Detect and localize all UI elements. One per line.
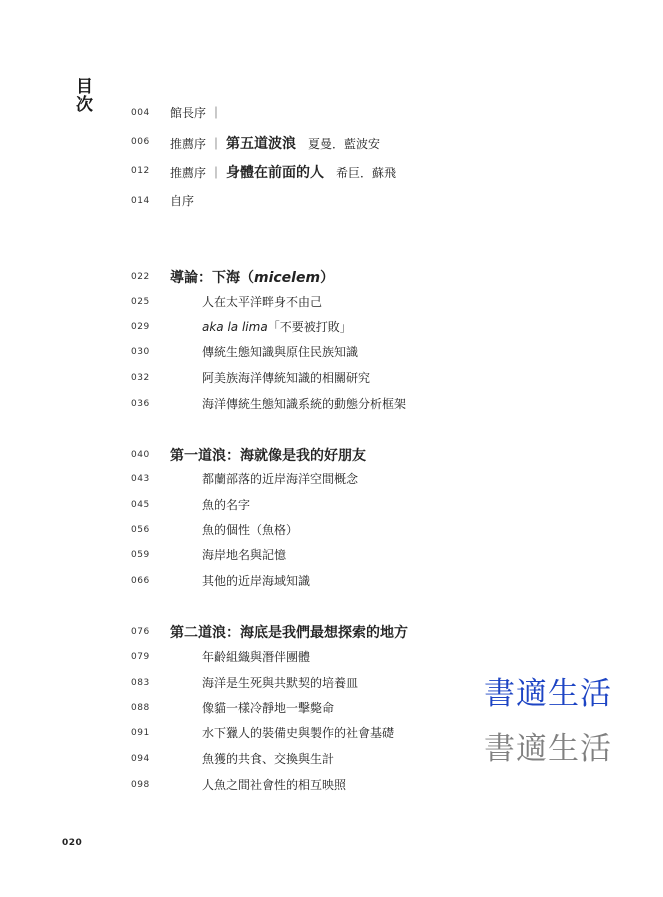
chapter-title-italic: micelem — [254, 270, 321, 286]
toc-chapter-1[interactable]: 第一道浪：海就像是我的好朋友 — [170, 448, 366, 464]
divider-bar: ｜ — [210, 166, 223, 180]
toc-section[interactable]: 人魚之間社會性的相互映照 — [202, 778, 347, 792]
entry-label: 推薦序 — [170, 166, 207, 180]
watermark-logo-gray: 書適生活 — [484, 731, 612, 767]
page-number: 043 — [131, 474, 150, 484]
page-number: 029 — [131, 322, 150, 332]
chapter-title-prefix: 導論：下海（ — [170, 270, 254, 286]
entry-label: 館長序 — [170, 106, 207, 120]
page-number: 094 — [131, 754, 150, 764]
divider-bar: ｜ — [210, 137, 223, 151]
page-number: 030 — [131, 347, 150, 357]
toc-section[interactable]: 都蘭部落的近岸海洋空間概念 — [202, 472, 359, 486]
toc-entry-author-preface[interactable]: 自序 — [170, 194, 195, 208]
page-number: 006 — [131, 137, 150, 147]
folio-page-number: 020 — [62, 838, 83, 848]
entry-title: 身體在前面的人 — [226, 165, 325, 181]
toc-chapter-2[interactable]: 第二道浪：海底是我們最想探索的地方 — [170, 625, 408, 641]
section-title: 「不要被打敗」 — [267, 320, 352, 334]
chapter-title-suffix: ） — [320, 270, 335, 286]
toc-section[interactable]: 魚的名字 — [202, 498, 251, 512]
page-number: 088 — [131, 703, 150, 713]
watermark-logo-blue: 書適生活 — [484, 676, 612, 712]
entry-author: 希巨．蘇飛 — [336, 166, 397, 180]
page-number: 004 — [131, 108, 150, 118]
toc-section[interactable]: 海岸地名與記憶 — [202, 548, 287, 562]
toc-section[interactable]: 海洋是生死與共默契的培養皿 — [202, 676, 359, 690]
page-number: 036 — [131, 399, 150, 409]
toc-entry-curator-preface[interactable] — [170, 104, 226, 121]
toc-section[interactable]: 魚的個性（魚格） — [202, 523, 299, 537]
page-number: 059 — [131, 550, 150, 560]
page-number: 098 — [131, 780, 150, 790]
divider-bar: ｜ — [210, 106, 223, 120]
page-number: 040 — [131, 450, 150, 460]
page-number: 091 — [131, 728, 150, 738]
section-title-italic: aka la lima — [202, 320, 268, 334]
toc-section[interactable]: 像貓一樣冷靜地一擊斃命 — [202, 701, 335, 715]
toc-heading-char-1: 目 — [76, 77, 93, 97]
toc-section[interactable]: 年齡組織與潛伴團體 — [202, 650, 311, 664]
toc-section[interactable] — [202, 318, 352, 335]
page-number: 076 — [131, 627, 150, 637]
toc-section[interactable]: 人在太平洋畔身不由己 — [202, 295, 323, 309]
toc-section[interactable]: 其他的近岸海域知識 — [202, 574, 311, 588]
page-number: 083 — [131, 678, 150, 688]
toc-section[interactable]: 海洋傳統生態知識系統的動態分析框架 — [202, 397, 407, 411]
entry-author: 夏曼．藍波安 — [308, 137, 381, 151]
page-number: 045 — [131, 500, 150, 510]
toc-heading-char-2: 次 — [76, 95, 93, 115]
entry-label: 推薦序 — [170, 137, 207, 151]
page-number: 032 — [131, 373, 150, 383]
page-number: 056 — [131, 525, 150, 535]
toc-section[interactable]: 水下獵人的裝備史與製作的社會基礎 — [202, 726, 395, 740]
page-number: 079 — [131, 652, 150, 662]
entry-title: 第五道波浪 — [226, 136, 297, 152]
page-number: 066 — [131, 576, 150, 586]
toc-section[interactable]: 傳統生態知識與原住民族知識 — [202, 345, 359, 359]
toc-entry-recommend-preface-1[interactable] — [170, 133, 380, 153]
page-number: 014 — [131, 196, 150, 206]
page-number: 025 — [131, 297, 150, 307]
toc-section[interactable]: 魚獲的共食、交換與生計 — [202, 752, 335, 766]
toc-heading — [76, 78, 96, 114]
toc-entry-recommend-preface-2[interactable] — [170, 162, 396, 182]
toc-section[interactable]: 阿美族海洋傳統知識的相關研究 — [202, 371, 371, 385]
page-number: 022 — [131, 272, 150, 282]
page-number: 012 — [131, 166, 150, 176]
toc-chapter-introduction[interactable] — [170, 267, 334, 287]
